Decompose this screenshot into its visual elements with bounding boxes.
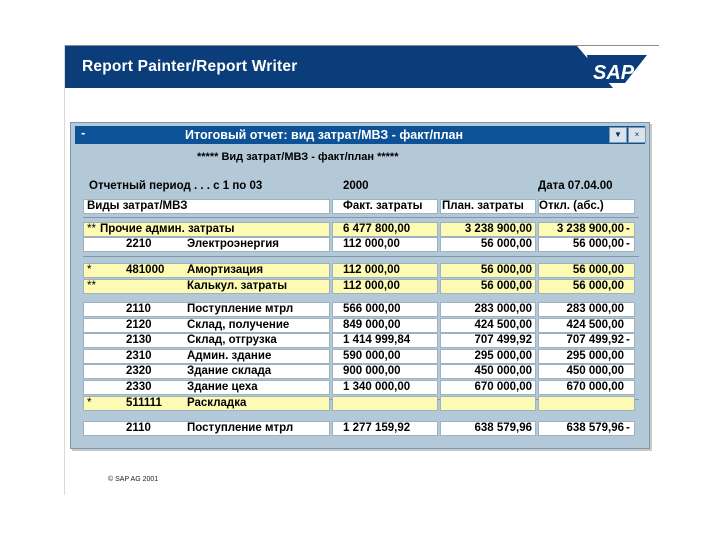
table-cell	[332, 396, 438, 411]
collapse-icon[interactable]: -	[81, 125, 86, 140]
row-name: Админ. здание	[187, 350, 272, 362]
row-fact: 112 000,00	[343, 238, 400, 250]
row-flag: -	[626, 223, 630, 235]
row-name: Амортизация	[187, 264, 264, 276]
row-fact: 849 000,00	[343, 319, 401, 331]
separator	[83, 217, 639, 218]
row-name: Склад, получение	[187, 319, 290, 331]
table-cell	[538, 396, 635, 411]
row-marker: **	[87, 280, 96, 292]
row-dev: 3 238 900,00	[556, 223, 624, 235]
row-marker: *	[87, 397, 92, 409]
separator	[83, 256, 639, 257]
close-icon[interactable]: ×	[628, 127, 646, 143]
row-code: 2110	[126, 303, 151, 315]
row-dev: 56 000,00	[572, 280, 624, 292]
sap-logo-text: SAP	[593, 62, 635, 84]
row-name: Электроэнергия	[187, 238, 280, 250]
row-dev: 638 579,96	[566, 422, 624, 434]
row-fact: 1 414 999,84	[343, 334, 411, 346]
slide-banner	[65, 46, 659, 88]
row-name: Раскладка	[187, 397, 247, 409]
row-plan: 295 000,00	[474, 350, 532, 362]
row-name: Здание цеха	[187, 381, 258, 393]
row-plan: 638 579,96	[474, 422, 532, 434]
row-plan: 3 238 900,00	[464, 223, 532, 235]
row-name: Поступление мтрл	[187, 303, 294, 315]
row-code: 2320	[126, 365, 152, 377]
row-fact: 6 477 800,00	[343, 223, 411, 235]
row-flag: -	[626, 334, 630, 346]
row-name: Прочие админ. затраты	[100, 223, 235, 235]
row-code: 2330	[126, 381, 152, 393]
row-marker: **	[87, 223, 96, 235]
period-label: Отчетный период . . . с 1 по 03	[89, 180, 263, 192]
report-subtitle: ***** Вид затрат/МВЗ - факт/план *****	[197, 151, 399, 163]
report-window	[70, 122, 650, 449]
row-plan: 56 000,00	[480, 264, 532, 276]
report-titlebar	[75, 126, 645, 144]
column-header: План. затраты	[442, 200, 524, 212]
row-name: Склад, отгрузка	[187, 334, 277, 346]
row-flag: -	[626, 238, 630, 250]
row-dev: 56 000,00	[572, 238, 624, 250]
row-dev: 424 500,00	[566, 319, 624, 331]
row-flag: -	[626, 422, 630, 434]
copyright: © SAP AG 2001	[108, 476, 159, 483]
column-header: Откл. (абс.)	[539, 200, 604, 212]
row-dev: 670 000,00	[566, 381, 624, 393]
row-name: Поступление мтрл	[187, 422, 294, 434]
row-dev: 283 000,00	[566, 303, 624, 315]
row-code: 2120	[126, 319, 152, 331]
row-code: 2210	[126, 238, 152, 250]
dropdown-icon[interactable]: ▼	[609, 127, 627, 143]
row-code: 511111	[126, 397, 162, 409]
left-rule	[64, 45, 65, 495]
row-dev: 56 000,00	[572, 264, 624, 276]
row-name: Калькул. затраты	[187, 280, 288, 292]
report-date: Дата 07.04.00	[538, 180, 613, 192]
sap-logo	[547, 46, 659, 88]
row-fact: 566 000,00	[343, 303, 401, 315]
column-header: Факт. затраты	[343, 200, 423, 212]
row-code: 2130	[126, 334, 152, 346]
row-plan: 707 499,92	[474, 334, 532, 346]
row-fact: 1 340 000,00	[343, 381, 411, 393]
table-cell	[440, 396, 536, 411]
row-plan: 283 000,00	[474, 303, 532, 315]
banner-title: Report Painter/Report Writer	[82, 58, 298, 75]
row-fact: 112 000,00	[343, 264, 400, 276]
row-marker: *	[87, 264, 92, 276]
row-fact: 900 000,00	[343, 365, 401, 377]
row-plan: 670 000,00	[474, 381, 532, 393]
row-plan: 450 000,00	[474, 365, 532, 377]
row-fact: 590 000,00	[343, 350, 401, 362]
row-code: 2110	[126, 422, 151, 434]
row-plan: 56 000,00	[480, 280, 532, 292]
row-plan: 56 000,00	[480, 238, 532, 250]
period-year: 2000	[343, 180, 369, 192]
column-header: Виды затрат/МВЗ	[87, 200, 188, 212]
row-fact: 1 277 159,92	[343, 422, 411, 434]
row-dev: 450 000,00	[566, 365, 624, 377]
row-dev: 295 000,00	[566, 350, 624, 362]
row-code: 2310	[126, 350, 152, 362]
row-fact: 112 000,00	[343, 280, 400, 292]
row-plan: 424 500,00	[474, 319, 532, 331]
row-name: Здание склада	[187, 365, 272, 377]
report-title: Итоговый отчет: вид затрат/МВЗ - факт/план	[185, 128, 464, 142]
row-code: 481000	[126, 264, 165, 276]
row-dev: 707 499,92	[566, 334, 624, 346]
